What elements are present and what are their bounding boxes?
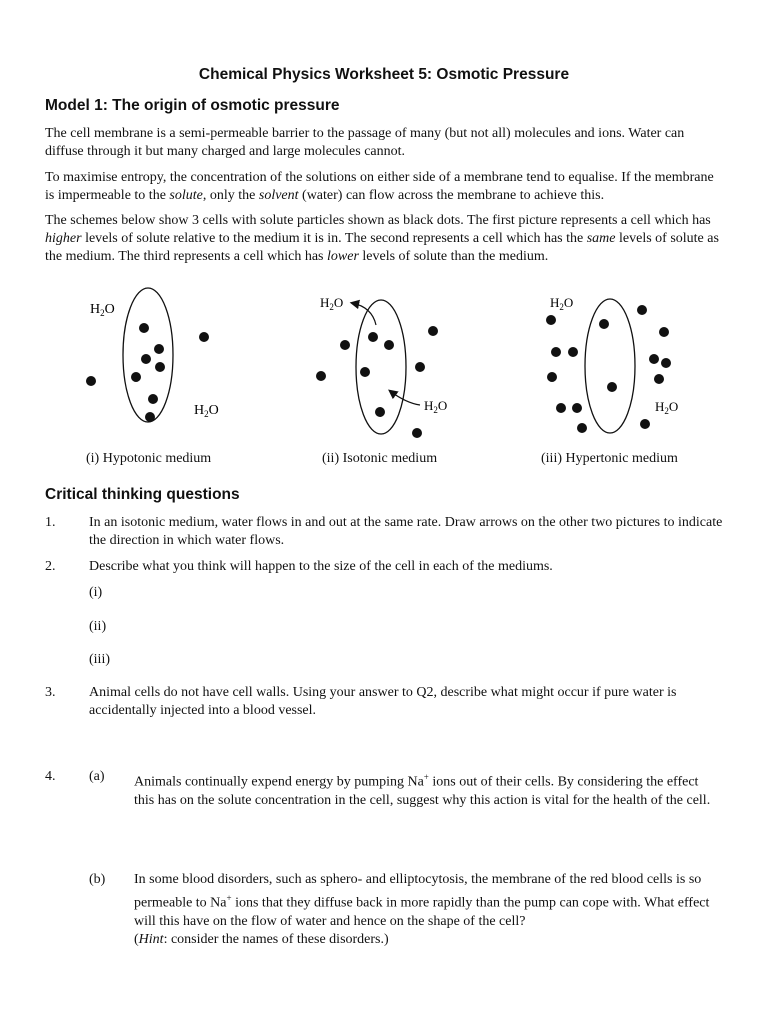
solute-particles [316,326,438,438]
caption-isotonic: (ii) Isotonic medium [322,451,438,466]
question-4a: Animals continually expend energy by pumping Na+ ions out of their cells. By considering the effect this has on the solute concentration in the cell, suggest why this action is vital for the health of the cell. [134,772,711,808]
h2o-label: $H_2O$ [550,295,574,312]
model1-heading: Model 1: The origin of osmotic pressure [45,97,340,114]
emphasis-higher: higher [45,231,82,246]
paragraph-membrane: The cell membrane is a semi-permeable barrier to the passage of many (but not all) molecules and ions. Water can diffuse through it but many charged and large molecules cannot. [45,126,685,159]
h2o-label: $H_2O$ [320,295,344,312]
emphasis-hint: Hint [138,931,164,947]
cell-hypertonic [546,295,678,433]
question-3: Animal cells do not have cell walls. Using your answer to Q2, describe what might occur if pure water is accidentally injected into a blood vessel. [89,685,677,718]
caption-hypertonic: (iii) Hypertonic medium [541,451,678,466]
emphasis-solute: solute [169,188,203,203]
question-4b: In some blood disorders, such as sphero- and elliptocytosis, the membrane of the red blood cells is so permeable to Na+ ions that they diffuse back in more rapidly than the pump can cope with. What effect will this have on the flow of water and hence on the shape of the cell? (Hint: consider the names of these disorders.) [134,872,710,947]
page-title: Chemical Physics Worksheet 5: Osmotic Pressure [198,66,570,83]
question-2-part-iii: (iii) [89,652,110,667]
question-4b-label: (b) [89,872,106,887]
paragraph-entropy: To maximise entropy, the concentration of the solutions on either side of a membrane tend to equalise. If the membrane is impermeable to the solute, only the solvent (water) can flow across the membrane to achieve this. [45,170,714,203]
water-out-arrow [352,303,376,325]
cell-isotonic [316,295,447,438]
emphasis-lower: lower [327,249,359,264]
question-number: 3. [45,685,56,700]
critical-heading: Critical thinking questions [45,486,240,503]
cell-membrane [585,299,635,433]
question-number: 1. [45,515,56,530]
question-2: Describe what you think will happen to the size of the cell in each of the mediums. [89,559,553,574]
solute-particles [546,305,671,433]
h2o-label: $H_2O$ [655,399,679,416]
osmosis-diagram [0,285,768,450]
question-2-part-ii: (ii) [89,619,107,634]
h2o-label: $H_2O$ [194,403,219,419]
question-2-part-i: (i) [89,585,103,600]
h2o-label: $H_2O$ [424,398,448,415]
caption-hypotonic: (i) Hypotonic medium [86,451,212,466]
question-number: 2. [45,559,56,574]
paragraph-schemes: The schemes below show 3 cells with solute particles shown as black dots. The first picture represents a cell which has higher levels of solute relative to the medium it is in. The second represents a cell which has the same levels of solute as the medium. The third represents a cell which has lower levels of solute than the medium. [45,213,719,264]
water-in-arrow [390,391,420,405]
emphasis-solvent: solvent [258,188,299,203]
h2o-label: $H_2O$ [90,302,115,318]
emphasis-same: same [586,231,616,246]
question-number: 4. [45,769,56,784]
question-4a-label: (a) [89,769,105,784]
question-1: In an isotonic medium, water flows in and out at the same rate. Draw arrows on the other two pictures to indicate the direction in which water flows. [89,515,723,548]
solute-particles [86,323,209,422]
cell-hypotonic [86,288,219,422]
